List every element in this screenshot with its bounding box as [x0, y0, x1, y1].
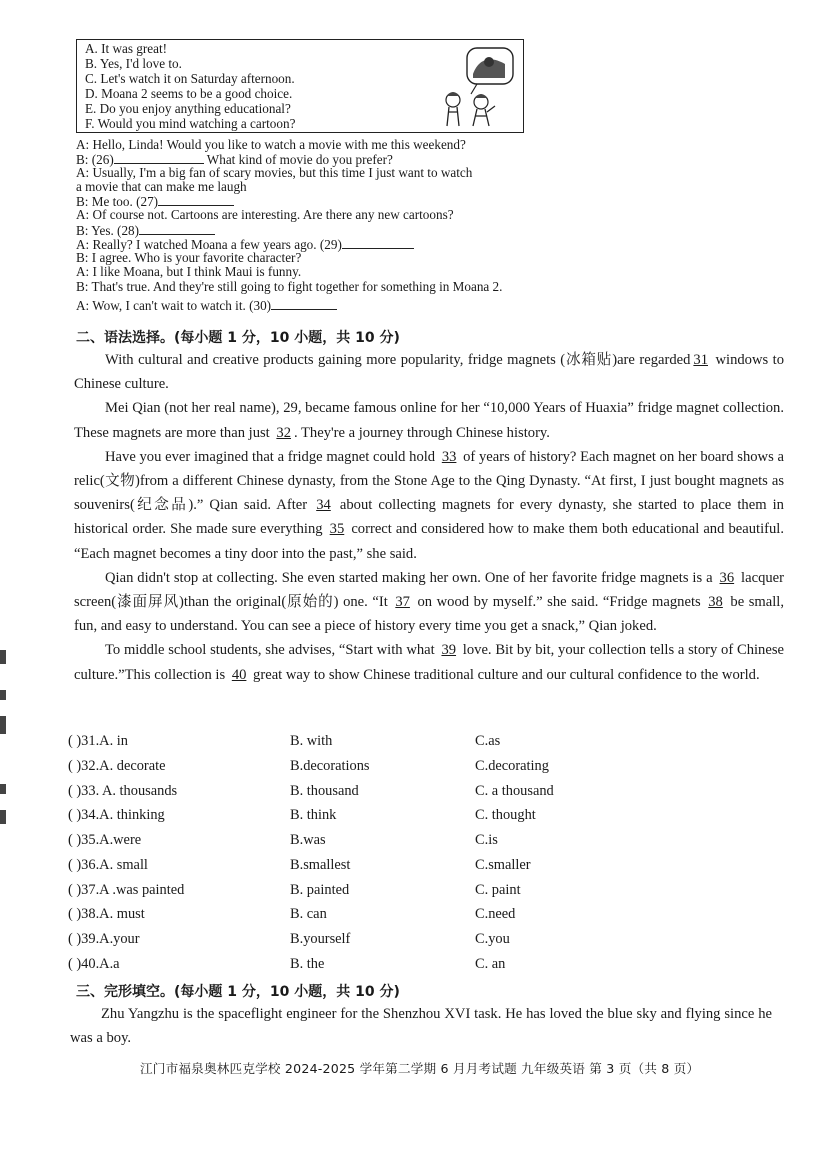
blank-number[interactable]: 33 [441, 448, 457, 465]
scan-mark [0, 650, 6, 664]
answer-blank[interactable] [139, 223, 215, 235]
blank-number[interactable]: 31 [693, 352, 708, 368]
option-a: A. It was great! [85, 41, 168, 56]
scan-mark [0, 716, 6, 734]
choice-row[interactable]: ( )33. A. thousands B. thousand C. a thousand [68, 782, 554, 799]
option-f: F. Would you mind watching a cartoon? [85, 116, 296, 131]
option-d: D. Moana 2 seems to be a good choice. [85, 86, 293, 101]
dialogue-line: A: Hello, Linda! Would you like to watch a movie with me this weekend? [76, 137, 466, 152]
choice-row[interactable]: ( )36.A. small B.smallest C.smaller [68, 856, 531, 873]
choice-row[interactable]: ( )40.A.a B. the C. an [68, 955, 506, 972]
options-box [76, 39, 524, 133]
section-heading: 二、语法选择。(每小题 1 分，10 小题，共 10 分) [76, 330, 400, 346]
dialogue-line: A: Wow, I can't wait to watch it. (30) [76, 298, 337, 313]
blank-number[interactable]: 32 [276, 424, 291, 441]
blank-number[interactable]: 35 [329, 521, 345, 538]
blank-number[interactable]: 36 [719, 569, 735, 586]
option-b: B. Yes, I'd love to. [85, 56, 182, 71]
grammar-passage [74, 348, 784, 687]
scan-mark [0, 784, 6, 794]
choice-row[interactable]: ( )35.A.were B.was C.is [68, 832, 498, 848]
dialogue-line: B: (26) What kind of movie do you prefer? [76, 152, 393, 167]
scan-mark [0, 690, 6, 700]
dialogue-line: B: Yes. (28) [76, 223, 215, 238]
choice-row[interactable]: ( )37.A .was painted B. painted C. paint [68, 881, 521, 898]
dialogue-line: A: Of course not. Cartoons are interesting. Are there any new cartoons? [76, 207, 454, 222]
choice-row[interactable]: ( )32.A. decorate B.decorations C.decorating [68, 757, 549, 774]
paragraph: Mei Qian (not her real name), 29, became famous online for her “10,000 Years of Huaxia” fridge magnet collection. These magnets are more than just 32 . They're a journey through Chinese history. [74, 400, 784, 441]
section-heading: 三、完形填空。(每小题 1 分，10 小题，共 10 分) [76, 984, 400, 1000]
paragraph: Have you ever imagined that a fridge magnet could hold 33 of years of history? Each magnet on her board shows a relic(文物)from a different Chinese dynasty, from the Stone Age to the Qing Dynasty. “At first, I just bought magnets as souvenirs(纪念品).” Qian said. After 34 about collecting magnets for every dynasty, she started to place them in historical order. She made sure everything 35 correct and considered how to make them both educational and beautiful. “Each magnet becomes a tiny door into the past,” she said. [74, 448, 785, 562]
answer-blank[interactable] [114, 152, 204, 164]
paragraph: With cultural and creative products gaining more popularity, fridge magnets (冰箱贴)are regarded 31 windows to Chinese culture. [74, 352, 784, 393]
option-e: E. Do you enjoy anything educational? [85, 101, 291, 116]
dialogue-line: A: Usually, I'm a big fan of scary movies, but this time I just want to watch [76, 165, 473, 180]
answer-blank[interactable] [342, 237, 414, 249]
dialogue-line: a movie that can make me laugh [76, 179, 247, 194]
choice-row[interactable]: ( )39.A.your B.yourself C.you [68, 931, 510, 947]
dialogue-line: A: I like Moana, but I think Maui is funny. [76, 264, 302, 279]
blank-number[interactable]: 37 [395, 594, 410, 611]
blank-number[interactable]: 39 [441, 642, 457, 659]
dialogue-line: B: That's true. And they're still going to fight together for something in Moana 2. [76, 279, 503, 294]
choice-row[interactable]: ( )38.A. must B. can C.need [68, 906, 516, 923]
blank-number[interactable]: 34 [316, 497, 331, 514]
choice-row[interactable]: ( )31.A. in B. with C.as [68, 733, 501, 749]
blank-number[interactable]: 40 [231, 666, 247, 683]
page-footer: 江门市福泉奥林匹克学校 2024-2025 学年第二学期 6 月月考试题 九年级英语 第 3 页（共 8 页） [140, 1061, 700, 1076]
paragraph: Zhu Yangzhu is the spaceflight engineer for the Shenzhou XVI task. He has loved the blue sky and flying since he was a boy. [70, 1006, 772, 1047]
answer-blank[interactable] [271, 298, 337, 310]
dialogue-line: A: Really? I watched Moana a few years ago. (29) [76, 237, 414, 252]
scan-mark [0, 810, 6, 824]
choice-row[interactable]: ( )34.A. thinking B. think C. thought [68, 807, 536, 824]
paragraph: Qian didn't stop at collecting. She even started making her own. One of her favorite fridge magnets is a 36 lacquer screen(漆面屏风)than the original(原始的) one. “It 37 on wood by myself.” she said. “Fridge magnets 38 be small, fun, and easy to understand. You can see a piece of history every time you get a snack,” Qian joked. [74, 569, 785, 635]
blank-number[interactable]: 38 [708, 594, 723, 611]
dialogue-line: B: Me too. (27) [76, 194, 234, 209]
choice-list [68, 733, 628, 981]
option-c: C. Let's watch it on Saturday afternoon. [85, 71, 295, 86]
cartoon-illustration [439, 44, 519, 129]
dialogue-line: B: I agree. Who is your favorite character? [76, 250, 302, 265]
paragraph: To middle school students, she advises, “Start with what 39 love. Bit by bit, your collection tells a story of Chinese culture.”This collection is 40 great way to show Chinese traditional culture and our cultural confidence to the world. [74, 642, 784, 683]
answer-blank[interactable] [158, 194, 234, 206]
cloze-passage [70, 1002, 772, 1050]
